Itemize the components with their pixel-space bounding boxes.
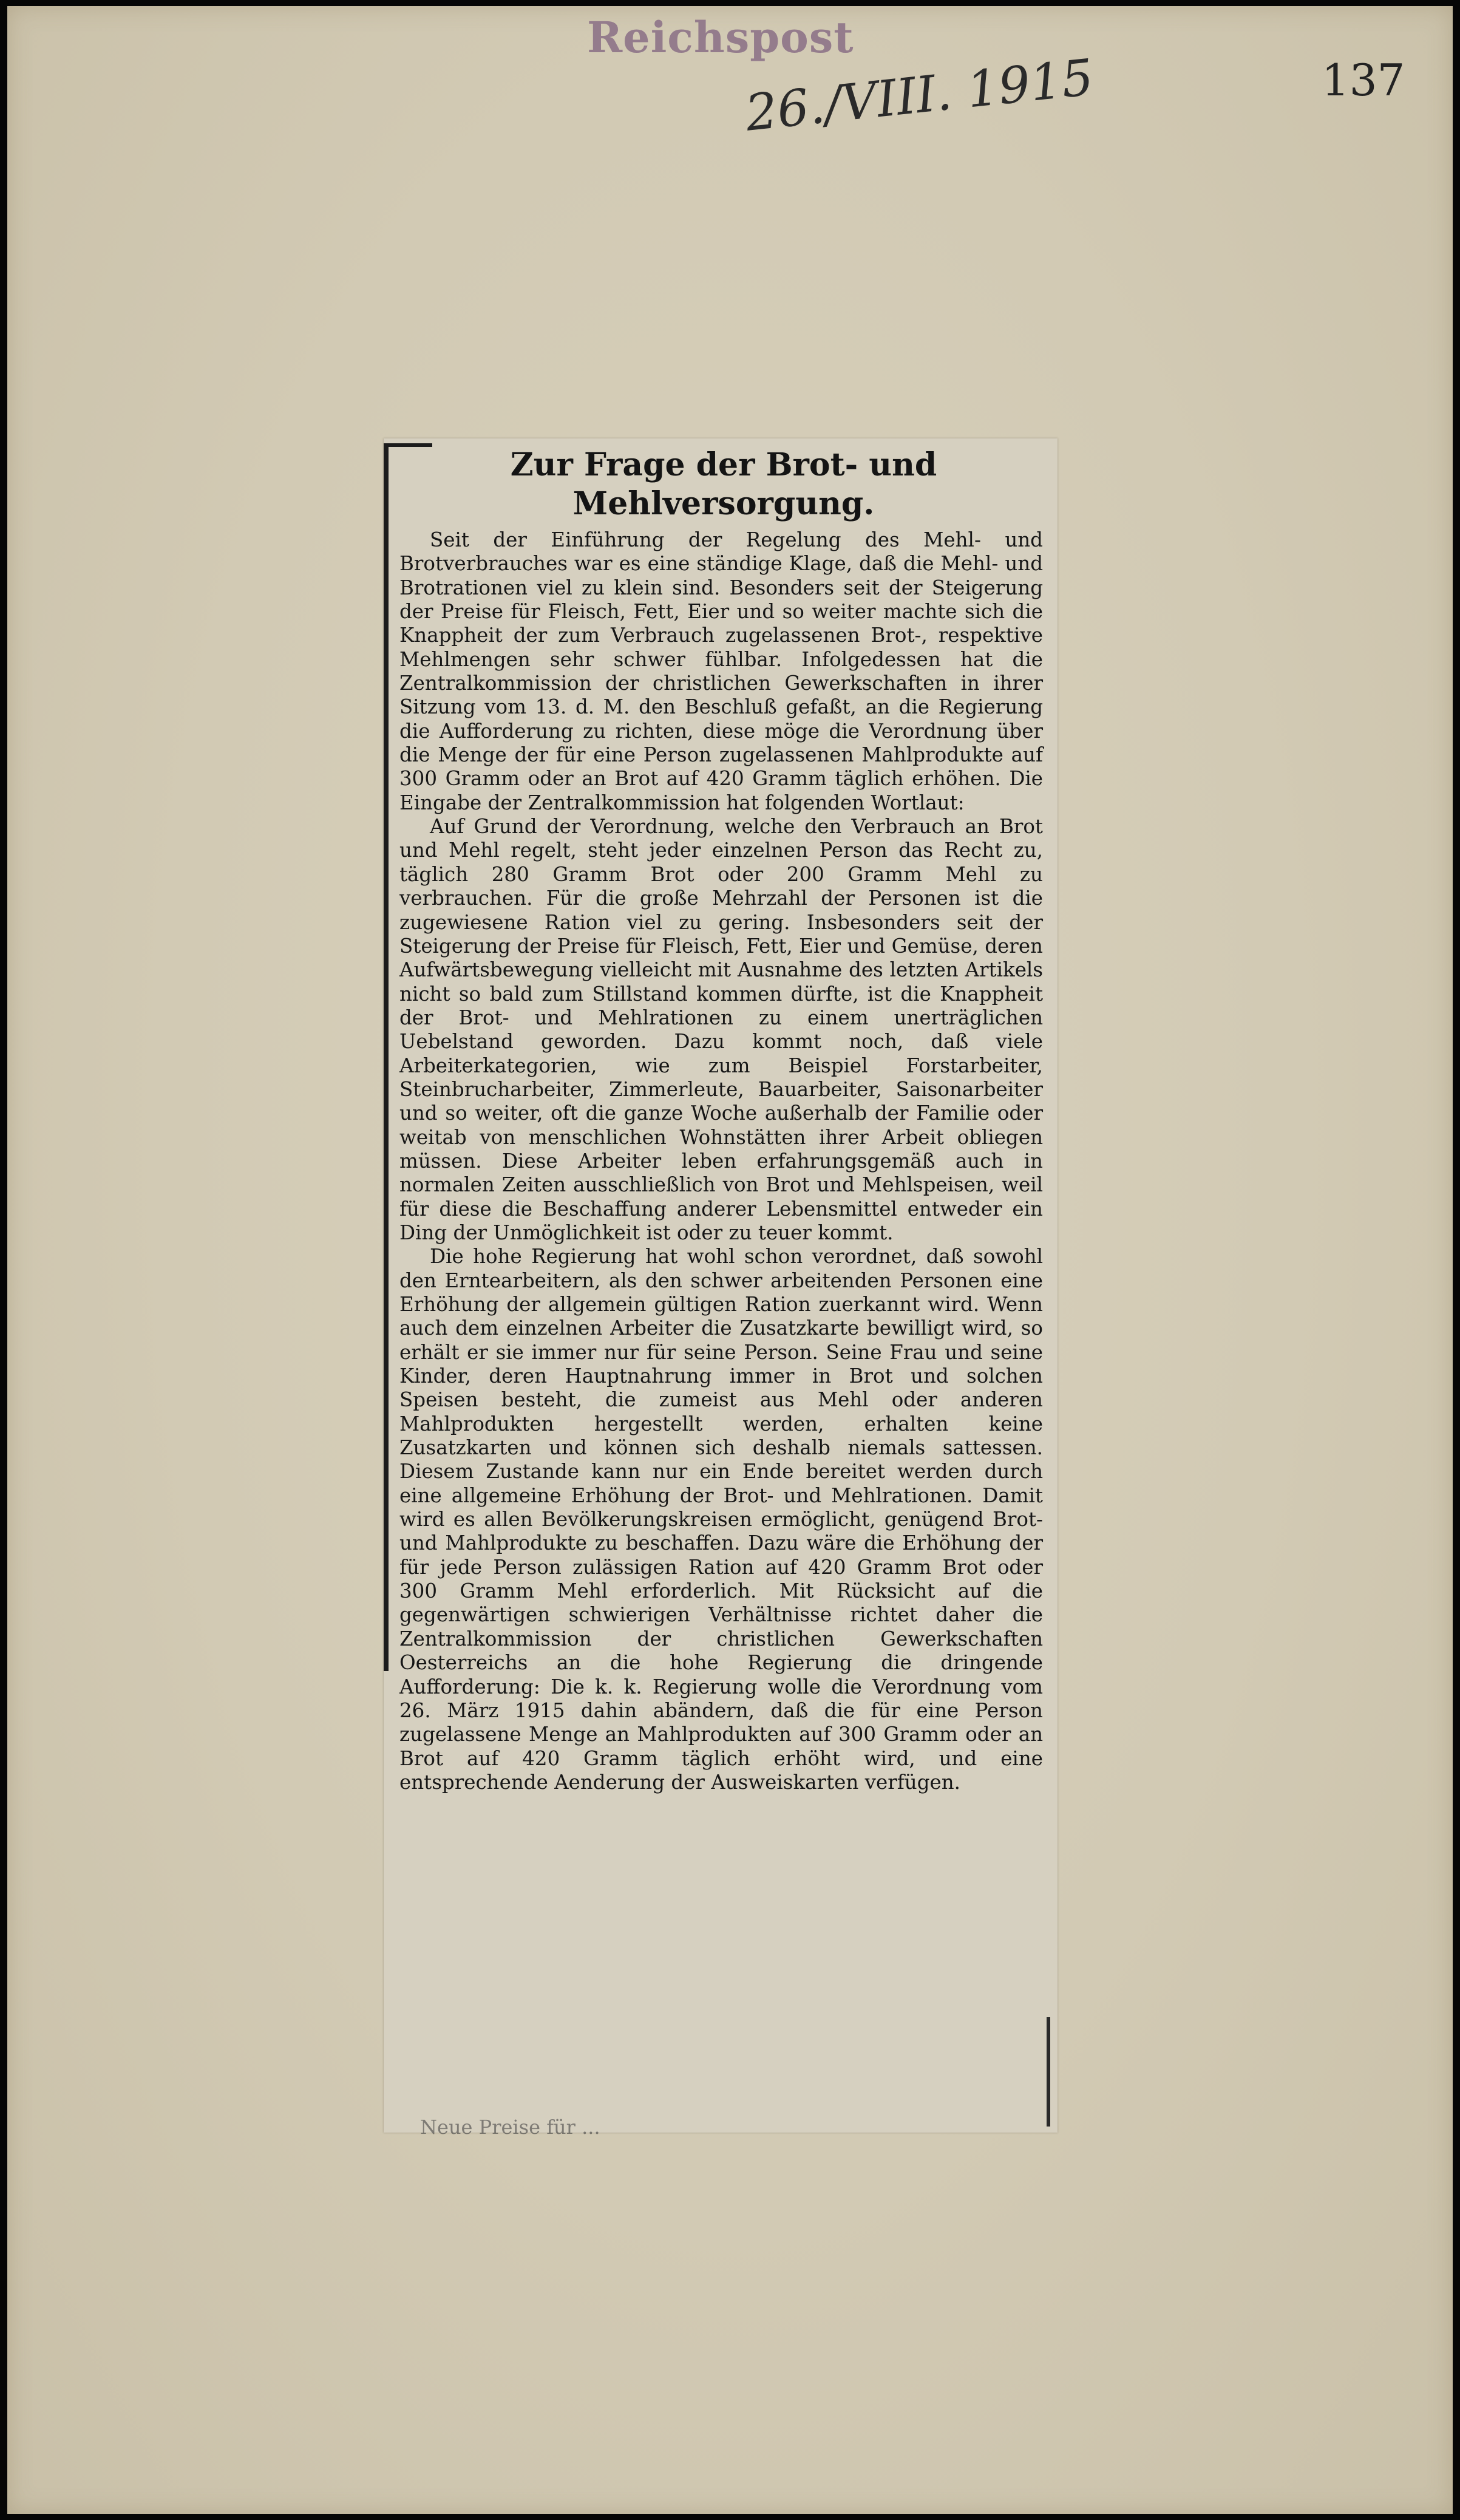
article-paragraph: Seit der Einführung der Regelung des Mehl- und Brotverbrauches war es eine ständige Klage, daß die Mehl- und Brotrationen viel zu klein sind. Besonders seit der Steigerung der Preise für Fleisch, Fett, Eier und so weiter machte sich die Knappheit der zum Verbrauch zugelassenen Brot-, respektive Mehlmengen sehr schwer fühlbar. Infolgedessen hat die Zentralkommission der christlichen Gewerkschaften in ihrer Sitzung vom 13. d. M. den Beschluß gefaßt, an die Regierung die Aufforderung zu richten, diese möge die Verordnung über die Menge der für eine Person zugelassenen Mahlprodukte auf 300 Gramm oder an Brot auf 420 Gramm täglich erhöhen. Die Eingabe der Zentralkommission hat folgenden Wortlaut: <box>399 528 1043 814</box>
article-body <box>399 528 1043 1794</box>
cut-off-next-article: Neue Preise für ... <box>420 2116 600 2139</box>
article-paragraph: Auf Grund der Verordnung, welche den Verbrauch an Brot und Mehl regelt, steht jeder einzelnen Person das Recht zu, täglich 280 Gramm Brot oder 200 Gramm Mehl zu verbrauchen. Für die große Mehrzahl der Personen ist die zugewiesene Ration viel zu gering. Insbesonders seit der Steigerung der Preise für Fleisch, Fett, Eier und Gemüse, deren Aufwärtsbewegung vielleicht mit Ausnahme des letzten Artikels nicht so bald zum Stillstand kommen dürfte, ist die Knappheit der Brot- und Mehlrationen zu einem unerträglichen Uebelstand geworden. Dazu kommt noch, daß viele Arbeiterkategorien, wie zum Beispiel Forstarbeiter, Steinbrucharbeiter, Zimmerleute, Bauarbeiter, Saisonarbeiter und so weiter, oft die ganze Woche außerhalb der Familie oder weitab von menschlichen Wohnstätten ihrer Arbeit obliegen müssen. Diese Arbeiter leben erfahrungsgemäß auch in normalen Zeiten ausschließlich von Brot und Mehlspeisen, weil für diese die Beschaffung anderer Lebensmittel entweder ein Ding der Unmöglichkeit ist oder zu teuer kommt. <box>399 815 1043 1244</box>
column-rule-left <box>384 444 389 1671</box>
newspaper-stamp: Reichspost <box>587 12 854 63</box>
article-paragraph: Die hohe Regierung hat wohl schon verordnet, daß sowohl den Erntearbeitern, als den schwer arbeitenden Personen eine Erhöhung der allgemein gültigen Ration zuerkannt wird. Wenn auch dem einzelnen Arbeiter die Zusatzkarte bewilligt wird, so erhält er sie immer nur für seine Person. Seine Frau und seine Kinder, deren Hauptnahrung immer in Brot und solchen Speisen besteht, die zumeist aus Mehl oder anderen Mahlprodukten hergestellt werden, erhalten keine Zusatzkarten und können sich deshalb niemals sattessen. Diesem Zustande kann nur ein Ende bereitet werden durch eine allgemeine Erhöhung der Brot- und Mehlrationen. Damit wird es allen Bevölkerungskreisen ermöglicht, genügend Brot- und Mahlprodukte zu beschaffen. Dazu wäre die Erhöhung der für jede Person zulässigen Ration auf 420 Gramm Brot oder 300 Gramm Mehl erforderlich. Mit Rücksicht auf die gegenwärtigen schwierigen Verhältnisse richtet daher die Zentralkommission der christlichen Gewerkschaften Oesterreichs an die hohe Regierung die dringende Aufforderung: Die k. k. Regierung wolle die Verordnung vom 26. März 1915 dahin abändern, daß die für eine Person zugelassene Menge an Mahlprodukten auf 300 Gramm oder an Brot auf 420 Gramm täglich erhöht wird, und eine entsprechende Aenderung der Ausweiskarten verfügen. <box>399 1245 1043 1794</box>
column-rule-right <box>1047 2017 1050 2127</box>
archive-page <box>7 6 1453 2514</box>
page-number: 137 <box>1322 55 1405 106</box>
newspaper-clipping <box>384 438 1058 2139</box>
article-title: Zur Frage der Brot- und Mehlversorgung. <box>510 446 937 522</box>
handwritten-date: 26./VIII. 1915 <box>742 49 1096 143</box>
